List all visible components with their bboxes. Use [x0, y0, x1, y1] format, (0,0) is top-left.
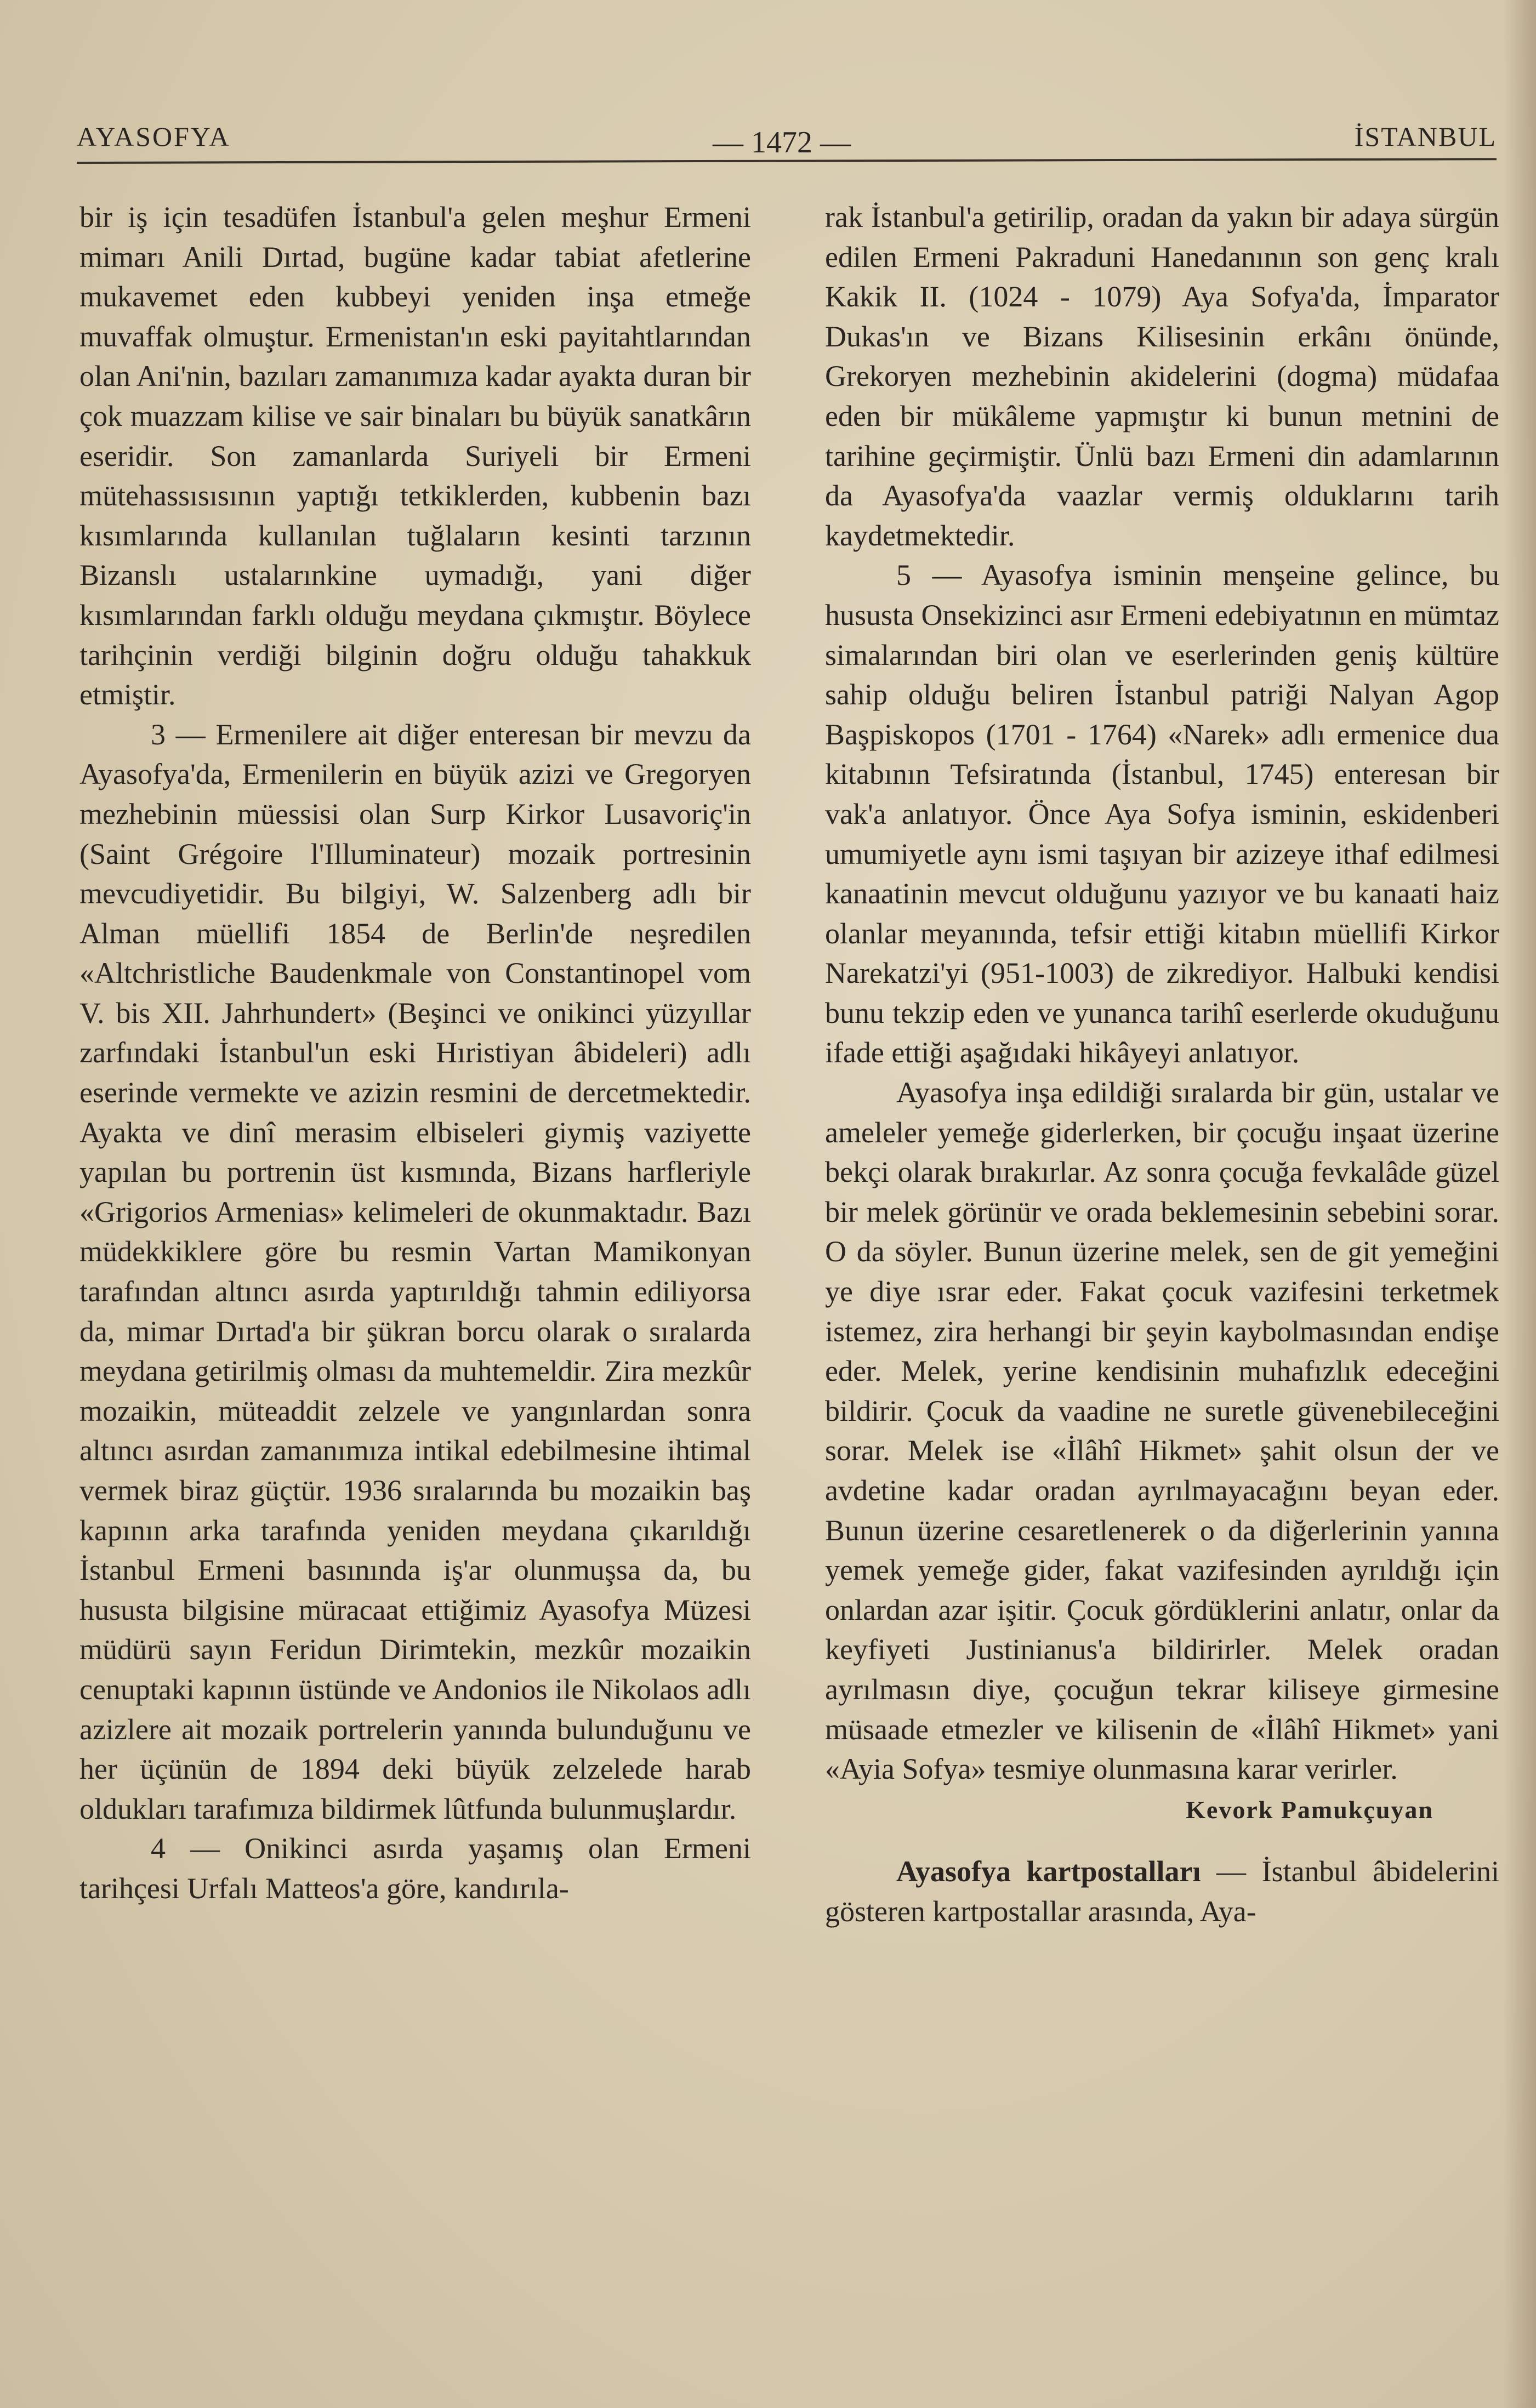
author-signature: Kevork Pamukçuyan	[1186, 1795, 1433, 1824]
section-gap	[825, 1830, 1499, 1852]
paragraph	[825, 1852, 1499, 1931]
paragraph: 3 — Ermenilere ait diğer enteresan bir mevzu da Ayasofya'da, Ermenilerin en büyük azizi ve Gregoryen mezhebinin müessisi olan Surp Kirkor Lusavoriç'in (Saint Grégoire l'Illuminateur) mozaik portresinin mevcudiyetidir. Bu bilgiyi, W. Salzenberg adlı bir Alman müellifi 1854 de Berlin'de neşredilen «Altchristliche Baudenkmale von Constantinopel vom V. bis XII. Jahrhundert» (Beşinci ve onikinci yüzyıllar zarfındaki İstanbul'un eski Hıristiyan âbideleri) adlı eserinde vermekte ve azizin resmini de dercetmektedir. Ayakta ve dinî merasim elbiseleri giymiş vaziyette yapılan bu portrenin üst kısmında, Bizans harfleriyle «Grigorios Armenias» kelimeleri de okunmaktadır. Bazı müdekkiklere göre bu resmin Vartan Mamikonyan tarafından altıncı asırda yaptırıldığı tahmin ediliyorsa da, mimar Dırtad'a bir şükran borcu olarak o sıralarda meydana getirilmiş olması da muhtemeldir. Zira mezkûr mozaikin, müteaddit zelzele ve yangınlardan sonra altıncı asırdan zamanımıza intikal edebilmesine ihtimal vermek biraz güçtür. 1936 sıralarında bu mozaikin baş kapının arka tarafında yeniden meydana çıkarıldığı İstanbul Ermeni basınında iş'ar olunmuşsa da, bu hususta bilgisine müracaat ettiğimiz Ayasofya Müzesi müdürü sayın Feridun Dirimtekin, mezkûr mozaikin cenuptaki kapının üstünde ve Andonios ile Nikolaos adlı azizlere ait mozaik portrelerin yanında bulunduğunu ve her üçünün de 1894 deki büyük zelzelede harab oldukları tarafımıza bildirmek lûtfunda bulunmuşlardır.	[79, 718, 751, 1825]
paragraph: 4 — Onikinci asırda yaşamış olan Ermeni tarihçesi Urfalı Matteos'a göre, kandırıla-	[79, 1832, 751, 1905]
paragraph: Ayasofya inşa edildiği sıralarda bir gün, ustalar ve ameleler yemeğe giderlerken, bir çocuğu inşaat üzerine bekçi olarak bırakırlar. Az sonra çocuğa fevkalâde güzel bir melek görünür ve orada beklemesinin sebebini sorar. O da söyler. Bunun üzerine melek, sen de git yemeğini ye diye ısrar eder. Fakat çocuk vazifesini terketmek istemez, zira herhangi bir şeyin kaybolmasından endişe eder. Melek, yerine kendisinin muhafızlık edeceğini bildirir. Çocuk da vaadine ne suretle güvenebileceğini sorar. Melek ise «İlâhî Hikmet» şahit olsun der ve avdetine kadar oradan ayrılmayacağını beyan eder. Bunun üzerine cesaretlenerek o da diğerlerinin yanına yemek yemeğe gider, fakat vazifesinden ayrıldığı için onlardan azar işitir. Çocuk gördüklerini anlatır, onlar da keyfiyeti Justinianus'a bildirirler. Melek oradan ayrılmasın diye, çocuğun tekrar kiliseye girmesine müsaade etmezler ve kilisenin de «İlâhî Hikmet» yani «Ayia Sofya» tesmiye olunmasına karar verirler.	[825, 1076, 1499, 1786]
right-column	[825, 197, 1499, 1932]
header-publication-title: İSTANBUL	[1354, 121, 1497, 152]
paragraph-text: — İstanbul âbidelerini gösteren kartpostallar arasında, Aya-	[825, 1855, 1499, 1928]
page-edge-shadow	[1503, 0, 1536, 2408]
paragraph: bir iş için tesadüfen İstanbul'a gelen meşhur Ermeni mimarı Anili Dırtad, bugüne kadar tabiat afetlerine mukavemet eden kubbeyi yeniden inşa etmeğe muvaffak olmuştur. Ermenistan'ın eski payitahtlarından olan Ani'nin, bazıları zamanımıza kadar ayakta duran bir çok muazzam kilise ve sair binaları bu büyük sanatkârın eseridir. Son zamanlarda Suriyeli bir Ermeni mütehassısısının yaptığı tetkiklerden, kubbenin bazı kısımlarında kullanılan tuğlaların kesinti tarzının Bizanslı ustalarınkine uymadığı, yani diğer kısımlarından farklı olduğu meydana çıkmıştır. Böylece tarihçinin verdiği bilginin doğru olduğu tahakkuk etmiştir.	[79, 201, 751, 711]
paragraph: rak İstanbul'a getirilip, oradan da yakın bir adaya sürgün edilen Ermeni Pakraduni Hanedanının son genç kralı Kakik II. (1024 - 1079) Aya Sofya'da, İmparator Dukas'ın ve Bizans Kilisesinin erkânı önünde, Grekoryen mezhebinin akidelerini (dogma) müdafaa eden bir mükâleme yapmıştır ki bunun metnini de tarihine geçirmiştir. Ünlü bazı Ermeni din adamlarının da Ayasofya'da vaazlar vermiş olduklarını tarih kaydetmektedir.	[825, 201, 1499, 552]
page-number: — 1472 —	[713, 126, 851, 160]
section-subhead: Ayasofya kartpostalları	[896, 1855, 1201, 1888]
left-column	[79, 197, 751, 1909]
header-section-title: AYASOFYA	[77, 121, 231, 152]
paragraph: 5 — Ayasofya isminin menşeine gelince, bu hususta Onsekizinci asır Ermeni edebiyatının en mümtaz simalarından biri olan ve eserlerinden geniş kültüre sahip olduğu beliren İstanbul patriği Nalyan Agop Başpiskopos (1701 - 1764) «Narek» adlı ermenice dua kitabının Tefsiratında (İstanbul, 1745) enteresan bir vak'a anlatıyor. Önce Aya Sofya isminin, eskidenberi umumiyetle aynı ismi taşıyan bir azizeye ithaf edilmesi kanaatinin mevcut olduğunu yazıyor ve bu kanaati haiz olanlar meyanında, tefsir ettiği kitabın müellifi Kirkor Narekatzi'yi (951-1003) de zikrediyor. Halbuki kendisi bunu tekzip eden ve yunanca tarihî eserlerde okuduğunu ifade ettiği aşağıdaki hikâyeyi anlatıyor.	[825, 559, 1499, 1069]
running-header	[77, 114, 1502, 163]
